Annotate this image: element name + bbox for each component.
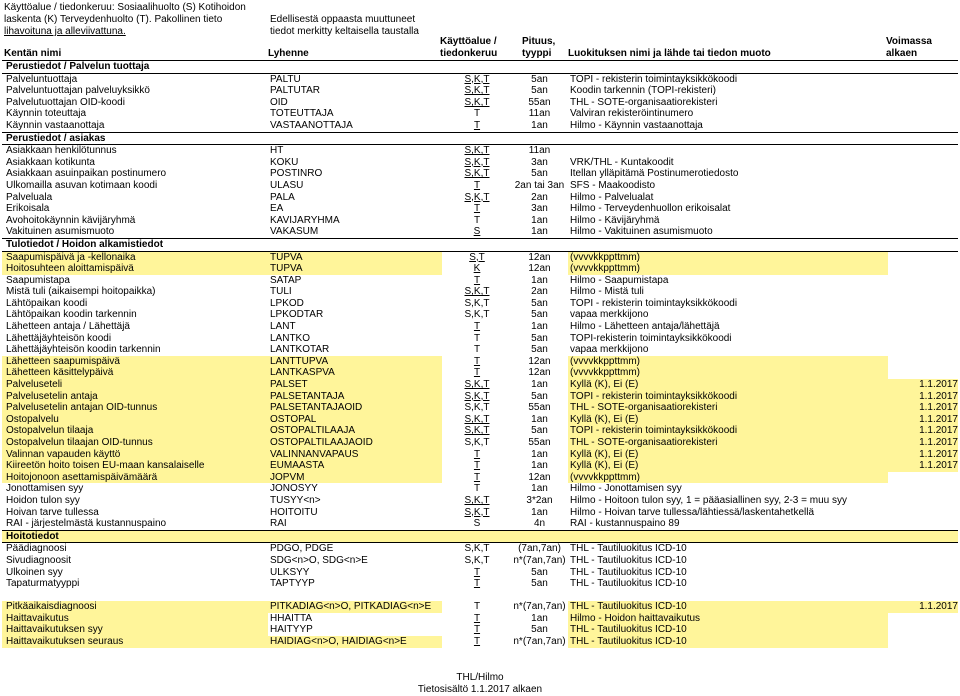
table-row — [2, 555, 958, 567]
field-name: Haittavaikutuksen seuraus — [2, 636, 268, 648]
field-name: Asiakkaan kotikunta — [6, 156, 95, 168]
usage-code: T — [473, 578, 481, 590]
classification: (vvvvkkppttmm) — [568, 472, 888, 484]
field-name: Lähettäjäyhteisön koodin tarkennin — [6, 344, 161, 356]
page-footer: THL/Hilmo Tietosisältö 1.1.2017 alkaen — [417, 672, 543, 695]
abbreviation: LANTTUPVA — [268, 356, 442, 368]
field-name: Asiakkaan asuinpaikan postinumero — [6, 168, 167, 180]
usage-code: K — [473, 263, 481, 275]
usage-code: T — [473, 214, 481, 226]
length-type: 1an — [531, 214, 548, 226]
field-name: Haittavaikutuksen syy — [2, 624, 268, 636]
usage-code: S,K,T — [464, 85, 490, 97]
table-row — [2, 108, 958, 120]
classification: Kyllä (K), Ei (E) — [568, 449, 888, 461]
field-name: Hoitosuhteen aloittamispäivä — [2, 263, 268, 275]
classification: Hilmo - Terveydenhuollon erikoisalat — [570, 203, 731, 215]
length-type: 12an — [528, 471, 551, 483]
table-row — [2, 613, 958, 625]
usage-code: S,K,T — [464, 96, 490, 108]
field-name: Pitkäaikaisdiagnoosi — [2, 601, 268, 613]
classification: vapaa merkkijono — [570, 344, 649, 356]
field-name: Valinnan vapauden käyttö — [2, 449, 268, 461]
usage-code: T — [473, 108, 481, 120]
field-name: Palveluseteli — [2, 379, 268, 391]
abbreviation: VALINNANVAPAUS — [268, 449, 442, 461]
usage-code: T — [473, 624, 481, 636]
field-name: Saapumistapa — [6, 274, 70, 286]
abbreviation: PALA — [270, 191, 295, 203]
table-row — [2, 321, 958, 333]
field-name: Palvelusetelin antajan OID-tunnus — [2, 402, 268, 414]
classification: (vvvvkkppttmm) — [568, 263, 888, 275]
usage-code: S,K,T — [464, 191, 490, 203]
abbreviation: PITKADIAG<n>O, PITKADIAG<n>E — [268, 601, 442, 613]
classification: THL - SOTE-organisaatiorekisteri — [568, 402, 888, 414]
length-type: n*(7an,7an) — [513, 554, 566, 566]
classification: THL - Tautiluokitus ICD-10 — [570, 543, 687, 555]
abbreviation: JOPVM — [268, 472, 442, 484]
field-name: Lähetteen antaja / Lähettäjä — [6, 321, 130, 333]
table-row — [2, 391, 958, 403]
section-header — [2, 530, 958, 544]
col-header-field-name: Kentän nimi — [4, 48, 62, 59]
field-name: Sivudiagnoosit — [6, 554, 72, 566]
classification: (vvvvkkppttmm) — [568, 356, 888, 368]
field-name: Hoidon tulon syy — [6, 494, 80, 506]
valid-from: 1.1.2017 — [888, 601, 958, 613]
field-name: Lähtöpaikan koodi — [6, 297, 88, 309]
field-name: Jonottamisen syy — [6, 483, 84, 495]
abbreviation: SDG<n>O, SDG<n>E — [270, 554, 368, 566]
classification: Hilmo - Saapumistapa — [570, 274, 669, 286]
length-type: n*(7an,7an) — [513, 635, 566, 647]
classification: TOPI - rekisterin toimintayksikkökoodi — [570, 73, 738, 85]
length-type: 11an — [528, 145, 551, 157]
abbreviation: OSTOPALTILAAJA — [268, 425, 442, 437]
abbreviation: VASTAANOTTAJA — [270, 119, 353, 131]
abbreviation: ULKSYY — [270, 566, 310, 578]
length-type: 5an — [531, 332, 548, 344]
section-header — [2, 132, 958, 146]
field-name: Mistä tuli (aikaisempi hoitopaikka) — [6, 286, 156, 298]
table-row — [2, 252, 958, 264]
usage-code: S,K,T — [464, 413, 490, 425]
field-name: Palvelusetelin antaja — [2, 391, 268, 403]
classification: Hilmo - Jonottamisen syy — [570, 483, 682, 495]
classification: vapaa merkkijono — [570, 309, 649, 321]
classification: THL - Tautiluokitus ICD-10 — [568, 601, 888, 613]
field-name: Erikoisala — [6, 203, 50, 215]
field-name: Asiakkaan henkilötunnus — [6, 145, 117, 157]
field-name: Lähetteen saapumispäivä — [2, 356, 268, 368]
table-row — [2, 624, 958, 636]
usage-code: S,K,T — [464, 425, 490, 437]
classification: THL - Tautiluokitus ICD-10 — [570, 554, 687, 566]
length-type: 12an — [528, 367, 551, 379]
field-name: Lähtöpaikan koodin tarkennin — [6, 309, 137, 321]
usage-code: T — [473, 321, 481, 333]
section-title: Tulotiedot / Hoidon alkamistiedot — [6, 238, 164, 250]
abbreviation: PALSET — [268, 379, 442, 391]
classification: TOPI-rekisterin toimintayksikkökoodi — [570, 332, 732, 344]
classification: Koodin tarkennin (TOPI-rekisteri) — [570, 85, 716, 97]
length-type: 1an — [531, 321, 548, 333]
classification: Hilmo - Vakituinen asumismuoto — [570, 226, 713, 238]
legend-text: Käyttöalue / tiedonkeruu: Sosiaalihuolto (S) Kotihoidon laskenta (K) Terveydenhuolto (T). Pakollinen tieto lihavoituna ja alleviivattuna. — [4, 2, 246, 37]
table-row — [2, 367, 958, 379]
abbreviation: EA — [270, 203, 284, 215]
field-name: Haittavaikutus — [2, 613, 268, 625]
usage-code: S,K,T — [464, 554, 490, 566]
length-type: 1an — [531, 379, 548, 391]
classification: Hilmo - Hoivan tarve tullessa/lähtiessä/laskentahetkellä — [570, 506, 815, 518]
length-type: 5an — [531, 578, 548, 590]
table-row — [2, 507, 958, 519]
abbreviation: PALTU — [270, 73, 301, 85]
table-row — [2, 215, 958, 227]
abbreviation: PALSETANTAJA — [268, 391, 442, 403]
table-row — [2, 275, 958, 287]
valid-from: 1.1.2017 — [888, 460, 958, 472]
usage-code: T — [473, 612, 481, 624]
abbreviation: OID — [270, 96, 288, 108]
usage-code: S,K,T — [464, 390, 490, 402]
field-name: Palveluntuottaja — [6, 73, 78, 85]
abbreviation: PDGO, PDGE — [270, 543, 334, 555]
length-type: 5an — [531, 297, 548, 309]
section-title: Hoitotiedot — [6, 530, 59, 542]
table-row — [2, 402, 958, 414]
length-type: (7an,7an) — [518, 543, 561, 555]
col-header-length: Pituus, tyyppi — [522, 36, 556, 59]
length-type: 1an — [531, 460, 548, 472]
table-row — [2, 460, 958, 472]
abbreviation: OSTOPAL — [268, 414, 442, 426]
data-table — [2, 60, 958, 648]
field-name: RAI - järjestelmästä kustannuspaino — [6, 518, 167, 530]
usage-code: S,K,T — [464, 156, 490, 168]
col-header-usage: Käyttöalue / tiedonkeruu — [440, 36, 498, 59]
col-header-valid-from: Voimassa alkaen — [886, 36, 932, 59]
table-row — [2, 192, 958, 204]
length-type: 2an — [531, 191, 548, 203]
classification: Itellan ylläpitämä Postinumerotiedosto — [570, 168, 739, 180]
table-row — [2, 286, 958, 298]
section-title: Perustiedot / Palvelun tuottaja — [6, 61, 150, 72]
valid-from: 1.1.2017 — [888, 379, 958, 391]
abbreviation: HAITYYP — [270, 624, 313, 636]
usage-code: S,K,T — [464, 402, 490, 414]
table-row — [2, 472, 958, 484]
length-type: 11an — [528, 108, 551, 120]
table-row — [2, 120, 958, 132]
length-type: 12an — [528, 355, 551, 367]
length-type: 55an — [528, 96, 551, 108]
usage-code: T — [473, 448, 481, 460]
abbreviation: HT — [270, 145, 284, 157]
usage-code: S,K,T — [464, 168, 490, 180]
field-name: Ulkomailla asuvan kotimaan koodi — [6, 179, 158, 191]
length-type: 1an — [531, 448, 548, 460]
classification: Hilmo - Mistä tuli — [570, 286, 644, 298]
table-row — [2, 309, 958, 321]
classification: THL - Tautiluokitus ICD-10 — [570, 566, 687, 578]
abbreviation: ULASU — [270, 179, 304, 191]
length-type: 5an — [531, 624, 548, 636]
abbreviation: TAPTYYP — [270, 578, 315, 590]
table-row — [2, 180, 958, 192]
table-row — [2, 226, 958, 238]
col-header-abbreviation: Lyhenne — [268, 48, 309, 59]
table-row — [2, 97, 958, 109]
table-row — [2, 157, 958, 169]
field-name: Ostopalvelun tilaaja — [2, 425, 268, 437]
table-row — [2, 298, 958, 310]
abbreviation: EUMAASTA — [268, 460, 442, 472]
table-row — [2, 74, 958, 86]
table-row — [2, 636, 958, 648]
usage-code: S,K,T — [464, 309, 490, 321]
abbreviation: LANTKASPVA — [268, 367, 442, 379]
usage-code: S — [473, 518, 481, 530]
length-type: 2an tai 3an — [514, 179, 565, 191]
length-type: 55an — [528, 437, 551, 448]
classification: Kyllä (K), Ei (E) — [568, 414, 888, 426]
length-type: 1an — [531, 612, 548, 624]
table-row — [2, 437, 958, 449]
field-name: Lähetteen käsittelypäivä — [2, 367, 268, 379]
length-type: 5an — [531, 73, 548, 85]
usage-code: T — [473, 483, 481, 495]
table-row — [2, 483, 958, 495]
abbreviation: TULI — [270, 286, 292, 298]
classification: THL - Tautiluokitus ICD-10 — [570, 578, 687, 590]
classification: THL - SOTE-organisaatiorekisteri — [570, 96, 718, 108]
classification: TOPI - rekisterin toimintayksikkökoodi — [568, 425, 888, 437]
table-row — [2, 333, 958, 345]
usage-code: T — [473, 344, 481, 356]
abbreviation: HHAITTA — [270, 612, 313, 624]
length-type: 1an — [531, 226, 548, 238]
table-row — [2, 449, 958, 461]
usage-code: S,K,T — [464, 297, 490, 309]
usage-code: S,K,T — [464, 145, 490, 157]
abbreviation: VAKASUM — [270, 226, 319, 238]
usage-code: S,K,T — [464, 543, 490, 555]
table-row — [2, 203, 958, 215]
classification: TOPI - rekisterin toimintayksikkökoodi — [570, 297, 738, 309]
classification: Kyllä (K), Ei (E) — [568, 460, 888, 472]
field-name: Vakituinen asumismuoto — [6, 226, 115, 238]
length-type: 5an — [531, 309, 548, 321]
field-name: Hoivan tarve tullessa — [6, 506, 99, 518]
field-name: Palveluntuottajan palveluyksikkö — [6, 85, 150, 97]
col-header-classification: Luokituksen nimi ja lähde tai tiedon muoto — [568, 48, 771, 59]
usage-code: S,K,T — [464, 437, 490, 448]
abbreviation: RAI — [270, 518, 287, 530]
abbreviation: HOITOITU — [270, 506, 318, 518]
usage-code: T — [473, 635, 481, 647]
section-header — [2, 60, 958, 74]
classification: Hilmo - Palvelualat — [570, 191, 654, 203]
table-row — [2, 495, 958, 507]
usage-code: T — [473, 203, 481, 215]
length-type: 1an — [531, 413, 548, 425]
table-row — [2, 590, 958, 613]
length-type: 1an — [531, 483, 548, 495]
field-name: Tapaturmatyyppi — [6, 578, 80, 590]
usage-code: S,K,T — [464, 73, 490, 85]
usage-code: T — [473, 460, 481, 472]
length-type: 5an — [531, 566, 548, 578]
length-type: 2an — [531, 286, 548, 298]
usage-code: T — [473, 566, 481, 578]
abbreviation: SATAP — [270, 274, 302, 286]
classification: Kyllä (K), Ei (E) — [568, 379, 888, 391]
length-type: 3*2an — [526, 494, 553, 506]
abbreviation: LANTKOTAR — [270, 344, 330, 356]
field-name: Käynnin toteuttaja — [6, 108, 87, 120]
classification: THL - Tautiluokitus ICD-10 — [568, 624, 888, 636]
field-name: Hoitojonoon asettamispäivämäärä — [2, 472, 268, 484]
length-type: 1an — [531, 274, 548, 286]
length-type: 5an — [531, 85, 548, 97]
length-type: 5an — [531, 425, 548, 437]
field-name: Ostopalvelun tilaajan OID-tunnus — [2, 437, 268, 449]
field-name: Päädiagnoosi — [6, 543, 67, 555]
classification: (vvvvkkppttmm) — [568, 367, 888, 379]
length-type: 55an — [528, 402, 551, 414]
abbreviation: PALTUTAR — [270, 85, 321, 97]
abbreviation: TUPVA — [268, 252, 442, 264]
table-row — [2, 85, 958, 97]
length-type: 3an — [531, 203, 548, 215]
length-type: 1an — [531, 119, 548, 131]
length-type: 4n — [533, 518, 546, 530]
usage-code: S,K,T — [464, 506, 490, 518]
table-row — [2, 425, 958, 437]
classification: THL - SOTE-organisaatiorekisteri — [568, 437, 888, 449]
field-name: Lähettäjäyhteisön koodi — [6, 332, 112, 344]
classification: TOPI - rekisterin toimintayksikkökoodi — [568, 391, 888, 403]
classification: Hilmo - Hoitoon tulon syy, 1 = pääasiallinen syy, 2-3 = muu syy — [570, 494, 847, 506]
length-type: 3an — [531, 156, 548, 168]
usage-code: S — [473, 226, 481, 238]
usage-code: T — [473, 471, 481, 483]
usage-code: T — [473, 179, 481, 191]
length-type: 12an — [528, 263, 551, 275]
length-type: n*(7an,7an) — [513, 601, 566, 613]
section-header — [2, 238, 958, 252]
abbreviation: LPKOD — [270, 297, 304, 309]
abbreviation: POSTINRO — [270, 168, 323, 180]
abbreviation: HAIDIAG<n>O, HAIDIAG<n>E — [268, 636, 442, 648]
length-type: 5an — [531, 344, 548, 356]
abbreviation: PALSETANTAJAOID — [268, 402, 442, 414]
table-row — [2, 567, 958, 579]
field-name: Palveluala — [6, 191, 53, 203]
usage-code: T — [473, 119, 481, 131]
abbreviation: OSTOPALTILAAJAOID — [268, 437, 442, 449]
abbreviation: KAVIJARYHMA — [270, 214, 340, 226]
usage-code: S,K,T — [464, 379, 490, 391]
classification: VRK/THL - Kuntakoodit — [570, 156, 674, 168]
field-name: Palvelutuottajan OID-koodi — [6, 96, 125, 108]
table-row — [2, 518, 958, 530]
classification: Hilmo - Lähetteen antaja/lähettäjä — [570, 321, 720, 333]
valid-from: 1.1.2017 — [888, 425, 958, 437]
table-row — [2, 168, 958, 180]
abbreviation: TOTEUTTAJA — [270, 108, 334, 120]
field-name: Ulkoinen syy — [6, 566, 63, 578]
table-row — [2, 543, 958, 555]
classification: SFS - Maakoodisto — [570, 179, 656, 191]
valid-from: 1.1.2017 — [888, 391, 958, 403]
field-name: Avohoitokäynnin kävijäryhmä — [6, 214, 136, 226]
table-row — [2, 344, 958, 356]
table-row — [2, 379, 958, 391]
table-row — [2, 578, 958, 590]
length-type: 5an — [531, 390, 548, 402]
valid-from: 1.1.2017 — [888, 449, 958, 461]
length-type: 5an — [531, 168, 548, 180]
usage-code: S,K,T — [464, 494, 490, 506]
field-name: Kiireetön hoito toisen EU-maan kansalaiselle — [2, 460, 268, 472]
abbreviation: LANTKO — [270, 332, 311, 344]
valid-from: 1.1.2017 — [888, 437, 958, 449]
classification: RAI - kustannuspaino 89 — [570, 518, 680, 530]
field-name: Saapumispäivä ja -kellonaika — [2, 252, 268, 264]
table-row — [2, 356, 958, 368]
classification: Valviran rekisteröintinumero — [570, 108, 694, 120]
abbreviation: TUPVA — [268, 263, 442, 275]
classification: Hilmo - Käynnin vastaanottaja — [570, 119, 703, 131]
length-type: 12an — [528, 251, 551, 263]
valid-from: 1.1.2017 — [888, 402, 958, 414]
abbreviation: TUSYY<n> — [270, 494, 321, 506]
table-row — [2, 145, 958, 157]
usage-code: T — [473, 332, 481, 344]
usage-code: S,T — [469, 251, 485, 263]
usage-code: T — [473, 601, 481, 613]
classification: (vvvvkkppttmm) — [568, 252, 888, 264]
usage-code: T — [473, 355, 481, 367]
usage-code: T — [473, 367, 481, 379]
usage-code: T — [473, 274, 481, 286]
usage-code: S,K,T — [464, 286, 490, 298]
valid-from: 1.1.2017 — [888, 414, 958, 426]
classification: THL - Tautiluokitus ICD-10 — [568, 636, 888, 648]
abbreviation: LPKODTAR — [270, 309, 324, 321]
length-type: 1an — [531, 506, 548, 518]
table-row — [2, 263, 958, 275]
classification: Hilmo - Kävijäryhmä — [570, 214, 660, 226]
section-title: Perustiedot / asiakas — [6, 132, 106, 144]
abbreviation: KOKU — [270, 156, 299, 168]
change-note: Edellisestä oppaasta muuttuneet tiedot merkitty keltaisella taustalla — [270, 14, 419, 37]
table-row — [2, 414, 958, 426]
abbreviation: LANT — [270, 321, 296, 333]
field-name: Käynnin vastaanottaja — [6, 119, 105, 131]
abbreviation: JONOSYY — [270, 483, 318, 495]
classification: Hilmo - Hoidon haittavaikutus — [568, 613, 888, 625]
field-name: Ostopalvelu — [2, 414, 268, 426]
